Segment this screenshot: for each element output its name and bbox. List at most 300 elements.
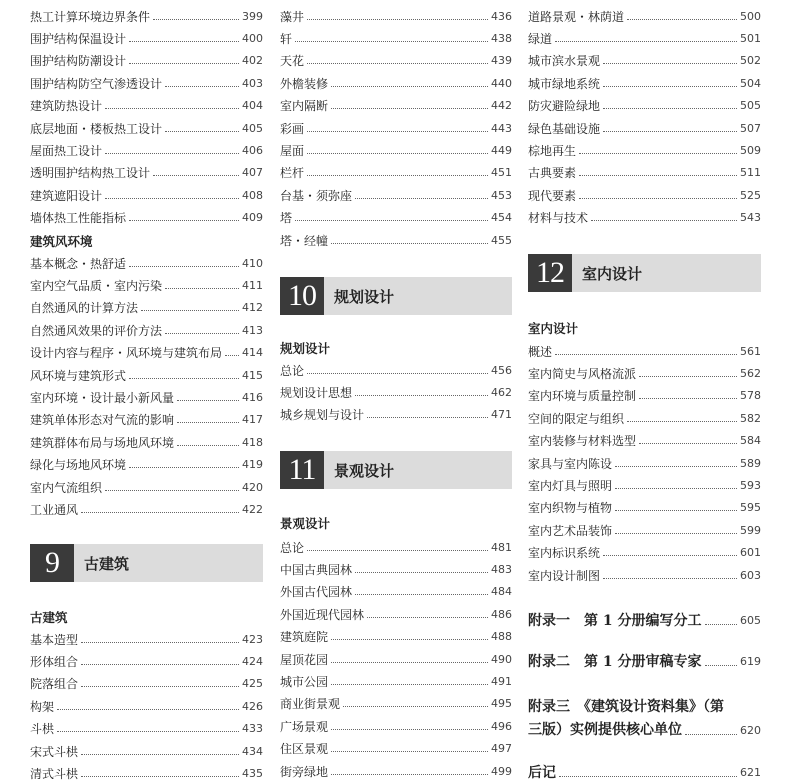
page-number: 486 [491, 607, 512, 621]
page-number: 507 [740, 121, 761, 135]
leader-dots [555, 354, 737, 355]
page-number: 422 [242, 502, 263, 516]
page-number: 408 [242, 188, 263, 202]
toc-entry[interactable] [30, 343, 263, 363]
entry-title: 宋式斗栱 [30, 744, 79, 759]
leader-dots [615, 488, 737, 489]
entry-title: 基本概念・热舒适 [30, 256, 127, 271]
leader-dots [603, 63, 737, 64]
toc-entry[interactable] [30, 432, 263, 452]
toc-entry[interactable] [528, 431, 761, 451]
entry-title: 屋面热工设计 [30, 143, 103, 158]
leader-dots [165, 288, 239, 289]
leader-dots [331, 86, 488, 87]
toc-entry[interactable] [528, 565, 761, 585]
page-number: 502 [740, 54, 761, 68]
leader-dots [331, 774, 488, 775]
page-number: 426 [242, 699, 263, 713]
page-number: 603 [740, 568, 761, 582]
page-number: 413 [242, 323, 263, 337]
leader-dots [603, 131, 737, 132]
leader-dots [165, 131, 239, 132]
page-number: 490 [491, 652, 512, 666]
leader-dots [307, 550, 488, 551]
page-number: 400 [242, 31, 263, 45]
leader-dots [129, 378, 239, 379]
toc-entry[interactable] [280, 185, 512, 205]
toc-entry[interactable] [30, 253, 263, 273]
entry-title: 室内隔断 [280, 99, 329, 114]
leader-dots [603, 86, 737, 87]
entry-title: 自然通风效果的评价方法 [30, 323, 163, 338]
leader-dots [615, 533, 737, 534]
page-number: 410 [242, 256, 263, 270]
entry-title: 天花 [280, 54, 305, 69]
toc-entry[interactable] [280, 716, 512, 736]
toc-entry[interactable] [280, 6, 512, 26]
toc-entry[interactable] [528, 118, 761, 138]
toc-entry[interactable] [528, 363, 761, 383]
appendix-title-line2: 三版）实例提供核心单位 [528, 722, 682, 738]
leader-dots [177, 400, 239, 401]
entry-title: 外檐装修 [280, 76, 329, 91]
leader-dots [355, 594, 488, 595]
section-heading: 规划设计 [280, 341, 331, 356]
page-number: 582 [740, 411, 761, 425]
chapter-title: 室内设计 [582, 264, 643, 283]
chapter-10-banner [280, 277, 512, 315]
entry-title: 空间的限定与组织 [528, 411, 625, 426]
toc-entry[interactable] [280, 405, 512, 425]
toc-entry[interactable] [30, 387, 263, 407]
entry-title: 建筑防热设计 [30, 99, 103, 114]
leader-dots [355, 572, 488, 573]
entry-title: 风环境与建筑形式 [30, 368, 127, 383]
toc-entry[interactable] [280, 761, 512, 781]
section-heading: 古建筑 [30, 610, 68, 625]
leader-dots [579, 175, 737, 176]
leader-dots [705, 624, 738, 625]
page-number: 505 [740, 99, 761, 113]
leader-dots [603, 555, 737, 556]
page-number: 435 [242, 766, 263, 780]
leader-dots [615, 466, 737, 467]
entry-title: 屋面 [280, 143, 305, 158]
entry-title: 中国古典园林 [280, 562, 353, 577]
page-number: 402 [242, 54, 263, 68]
chapter-12-banner [528, 254, 761, 292]
entry-title: 总论 [280, 363, 305, 378]
toc-entry[interactable] [280, 360, 512, 380]
toc-entry[interactable] [528, 6, 761, 26]
entry-title: 彩画 [280, 121, 305, 136]
leader-dots [559, 776, 737, 777]
page-number: 501 [740, 31, 761, 45]
toc-entry[interactable] [30, 6, 263, 26]
toc-entry[interactable] [528, 185, 761, 205]
entry-title: 围护结构防空气渗透设计 [30, 76, 163, 91]
toc-entry[interactable] [280, 604, 512, 624]
chapter-title: 古建筑 [84, 554, 130, 573]
page-number: 491 [491, 674, 512, 688]
leader-dots [367, 417, 488, 418]
entry-title: 设计内容与程序・风环境与建筑布局 [30, 346, 223, 361]
postscript-title: 后记 [528, 765, 556, 781]
entry-title: 室内装修与材料选型 [528, 434, 637, 449]
entry-title: 室内灯具与照明 [528, 478, 613, 493]
page-number: 405 [242, 121, 263, 135]
entry-title: 围护结构保温设计 [30, 31, 127, 46]
entry-title: 城市绿地系统 [528, 76, 601, 91]
page-number: 497 [491, 742, 512, 756]
entry-title: 室内织物与植物 [528, 501, 613, 516]
leader-dots [105, 153, 239, 154]
toc-entry[interactable] [30, 208, 263, 228]
entry-title: 总论 [280, 540, 305, 555]
appendix-3-entry[interactable] [528, 696, 761, 742]
toc-entry[interactable] [30, 763, 263, 783]
toc-entry[interactable] [30, 365, 263, 385]
toc-entry[interactable] [280, 382, 512, 402]
leader-dots [81, 642, 239, 643]
toc-entry[interactable] [280, 537, 512, 557]
chapter-title: 规划设计 [334, 287, 395, 306]
page-number: 411 [242, 278, 263, 292]
entry-title: 自然通风的计算方法 [30, 301, 139, 316]
leader-dots [295, 41, 488, 42]
leader-dots [591, 220, 737, 221]
page-number: 509 [740, 143, 761, 157]
leader-dots [331, 243, 488, 244]
page-number: 416 [242, 390, 263, 404]
toc-entry[interactable] [280, 28, 512, 48]
toc-entry[interactable] [30, 320, 263, 340]
leader-dots [225, 355, 239, 356]
toc-entry[interactable] [528, 73, 761, 93]
leader-dots [639, 376, 737, 377]
entry-title: 藻井 [280, 9, 305, 24]
page-number: 406 [242, 143, 263, 157]
page-number: 456 [491, 363, 512, 377]
page-number: 417 [242, 413, 263, 427]
toc-entry[interactable] [280, 627, 512, 647]
page-number: 484 [491, 585, 512, 599]
page-number: 436 [491, 9, 512, 23]
toc-entry[interactable] [528, 520, 761, 540]
page-number: 442 [491, 99, 512, 113]
entry-title: 室内设计制图 [528, 568, 601, 583]
entry-title: 绿道 [528, 31, 553, 46]
leader-dots [105, 490, 239, 491]
toc-entry[interactable] [280, 118, 512, 138]
page-number: 589 [740, 456, 761, 470]
page-number: 443 [491, 121, 512, 135]
page-number: 420 [242, 480, 263, 494]
entry-title: 古典要素 [528, 166, 577, 181]
leader-dots [129, 63, 239, 64]
toc-entry[interactable] [30, 719, 263, 739]
page-number: 433 [242, 722, 263, 736]
toc-entry[interactable] [528, 140, 761, 160]
toc-entry[interactable] [30, 410, 263, 430]
section-heading: 景观设计 [280, 516, 331, 531]
toc-entry[interactable] [280, 51, 512, 71]
toc-entry[interactable] [280, 739, 512, 759]
leader-dots [331, 684, 488, 685]
toc-entry[interactable] [528, 341, 761, 361]
entry-title: 现代要素 [528, 188, 577, 203]
toc-entry[interactable] [30, 477, 263, 497]
page-number: 495 [491, 697, 512, 711]
leader-dots [307, 175, 488, 176]
toc-entry[interactable] [528, 498, 761, 518]
page-number: 404 [242, 99, 263, 113]
toc-entry[interactable] [30, 96, 263, 116]
page-number: 562 [740, 366, 761, 380]
toc-entry[interactable] [30, 651, 263, 671]
leader-dots [129, 220, 239, 221]
page-number: 424 [242, 654, 263, 668]
page-number: 481 [491, 540, 512, 554]
toc-entry[interactable] [528, 208, 761, 228]
toc-entry[interactable] [30, 118, 263, 138]
entry-title: 室内环境与质量控制 [528, 389, 637, 404]
toc-entry[interactable] [280, 671, 512, 691]
page-number: 449 [491, 143, 512, 157]
entry-title: 室内标识系统 [528, 546, 601, 561]
appendix-title: 附录一 第 1 分册编写分工 [528, 613, 702, 629]
toc-entry[interactable] [280, 208, 512, 228]
entry-title: 塔 [280, 211, 293, 226]
toc-entry[interactable] [528, 163, 761, 183]
entry-title: 道路景观・林荫道 [528, 9, 625, 24]
leader-dots [129, 266, 239, 267]
leader-dots [685, 734, 737, 735]
leader-dots [307, 373, 488, 374]
chapter-number: 9 [30, 544, 74, 582]
page-number: 438 [491, 31, 512, 45]
leader-dots [343, 706, 488, 707]
toc-entry[interactable] [280, 163, 512, 183]
entry-title: 广场景观 [280, 719, 329, 734]
leader-dots [295, 220, 488, 221]
postscript-entry[interactable] [528, 760, 761, 784]
page-number: 403 [242, 76, 263, 90]
appendix-title: 附录二 第 1 分册审稿专家 [528, 654, 702, 670]
toc-entry[interactable] [30, 185, 263, 205]
page-number: 412 [242, 301, 263, 315]
leader-dots [615, 510, 737, 511]
toc-entry[interactable] [528, 408, 761, 428]
toc-entry[interactable] [528, 475, 761, 495]
page-number: 471 [491, 408, 512, 422]
entry-title: 室内气流组织 [30, 480, 103, 495]
entry-title: 热工计算环境边界条件 [30, 9, 151, 24]
entry-title: 清式斗栱 [30, 766, 79, 781]
chapter-title: 景观设计 [334, 461, 395, 480]
page-number: 525 [740, 188, 761, 202]
toc-entry[interactable] [528, 386, 761, 406]
toc-entry[interactable] [30, 51, 263, 71]
toc-entry[interactable] [280, 694, 512, 714]
page-number: 595 [740, 501, 761, 515]
toc-entry[interactable] [280, 559, 512, 579]
entry-title: 材料与技术 [528, 211, 589, 226]
leader-dots [307, 131, 488, 132]
leader-dots [153, 175, 239, 176]
entry-title: 形体组合 [30, 654, 79, 669]
entry-title: 建筑庭院 [280, 630, 329, 645]
page-number: 451 [491, 166, 512, 180]
toc-entry[interactable] [30, 629, 263, 649]
toc-entry[interactable] [528, 28, 761, 48]
entry-title: 住区景观 [280, 742, 329, 757]
entry-title: 室内简史与风格流派 [528, 366, 637, 381]
section-heading: 建筑风环境 [30, 234, 93, 249]
page-number: 414 [242, 346, 263, 360]
entry-title: 室内空气品质・室内污染 [30, 278, 163, 293]
leader-dots [153, 19, 239, 20]
entry-title: 栏杆 [280, 166, 305, 181]
page-number: 605 [740, 613, 761, 627]
entry-title: 屋顶花园 [280, 652, 329, 667]
leader-dots [57, 731, 239, 732]
toc-entry[interactable] [30, 455, 263, 475]
entry-title: 塔・经幢 [280, 233, 329, 248]
chapter-9-banner [30, 544, 263, 582]
entry-title: 城市公园 [280, 674, 329, 689]
page-number: 593 [740, 478, 761, 492]
toc-entry[interactable] [528, 453, 761, 473]
toc-entry[interactable] [30, 73, 263, 93]
page-number: 483 [491, 562, 512, 576]
page-number: 462 [491, 385, 512, 399]
leader-dots [331, 108, 488, 109]
toc-entry[interactable] [280, 96, 512, 116]
entry-title: 城乡规划与设计 [280, 408, 365, 423]
page-number: 419 [242, 458, 263, 472]
entry-title: 家具与室内陈设 [528, 456, 613, 471]
toc-entry[interactable] [30, 499, 263, 519]
leader-dots [129, 41, 239, 42]
leader-dots [639, 443, 737, 444]
entry-title: 基本造型 [30, 632, 79, 647]
toc-entry[interactable] [30, 28, 263, 48]
leader-dots [355, 198, 488, 199]
page-number: 561 [740, 344, 761, 358]
leader-dots [165, 86, 239, 87]
leader-dots [639, 398, 737, 399]
leader-dots [705, 665, 738, 666]
section-heading: 室内设计 [528, 321, 579, 336]
entry-title: 绿化与场地风环境 [30, 458, 127, 473]
entry-title: 外国近现代园林 [280, 607, 365, 622]
entry-title: 规划设计思想 [280, 385, 353, 400]
entry-title: 墙体热工性能指标 [30, 211, 127, 226]
leader-dots [579, 198, 737, 199]
entry-title: 棕地再生 [528, 143, 577, 158]
toc-entry[interactable] [280, 140, 512, 160]
appendix-2-entry[interactable] [528, 649, 761, 673]
toc-entry[interactable] [30, 163, 263, 183]
entry-title: 概述 [528, 344, 553, 359]
entry-title: 室内艺术品装饰 [528, 523, 613, 538]
page-number: 543 [740, 211, 761, 225]
leader-dots [555, 41, 737, 42]
toc-entry[interactable] [280, 230, 512, 250]
toc-entry[interactable] [30, 275, 263, 295]
leader-dots [603, 578, 737, 579]
toc-entry[interactable] [280, 73, 512, 93]
entry-title: 建筑遮阳设计 [30, 188, 103, 203]
page-number: 425 [242, 677, 263, 691]
leader-dots [355, 395, 488, 396]
entry-title: 街旁绿地 [280, 764, 329, 779]
page-number: 488 [491, 630, 512, 644]
leader-dots [331, 729, 488, 730]
page-number: 601 [740, 546, 761, 560]
toc-entry[interactable] [30, 674, 263, 694]
toc-entry[interactable] [528, 543, 761, 563]
appendix-1-entry[interactable] [528, 608, 761, 632]
entry-title: 台基・须弥座 [280, 188, 353, 203]
page-number: 599 [740, 523, 761, 537]
entry-title: 底层地面・楼板热工设计 [30, 121, 163, 136]
leader-dots [367, 617, 488, 618]
page-number: 407 [242, 166, 263, 180]
entry-title: 斗栱 [30, 722, 55, 737]
leader-dots [627, 19, 737, 20]
toc-entry[interactable] [30, 140, 263, 160]
leader-dots [307, 63, 488, 64]
leader-dots [81, 776, 239, 777]
toc-entry[interactable] [30, 696, 263, 716]
chapter-11-banner [280, 451, 512, 489]
toc-entry[interactable] [280, 582, 512, 602]
entry-title: 商业街景观 [280, 697, 341, 712]
chapter-number: 12 [528, 254, 572, 292]
page-number: 511 [740, 166, 761, 180]
entry-title: 工业通风 [30, 502, 79, 517]
page-number: 453 [491, 188, 512, 202]
entry-title: 透明围护结构热工设计 [30, 166, 151, 181]
leader-dots [603, 108, 737, 109]
page-number: 621 [740, 765, 761, 779]
leader-dots [331, 751, 488, 752]
leader-dots [81, 512, 239, 513]
leader-dots [81, 686, 239, 687]
leader-dots [307, 19, 488, 20]
page-number: 619 [740, 654, 761, 668]
page-number: 455 [491, 233, 512, 247]
chapter-number: 11 [280, 451, 324, 489]
toc-entry[interactable] [30, 741, 263, 761]
toc-entry[interactable] [280, 649, 512, 669]
toc-entry[interactable] [30, 298, 263, 318]
page-number: 454 [491, 211, 512, 225]
leader-dots [165, 333, 239, 334]
page-number: 439 [491, 54, 512, 68]
leader-dots [129, 467, 239, 468]
toc-entry[interactable] [528, 96, 761, 116]
leader-dots [105, 198, 239, 199]
page-number: 415 [242, 368, 263, 382]
entry-title: 围护结构防潮设计 [30, 54, 127, 69]
entry-title: 防灾避险绿地 [528, 99, 601, 114]
entry-title: 院落组合 [30, 677, 79, 692]
page-number: 578 [740, 389, 761, 403]
toc-entry[interactable] [528, 51, 761, 71]
